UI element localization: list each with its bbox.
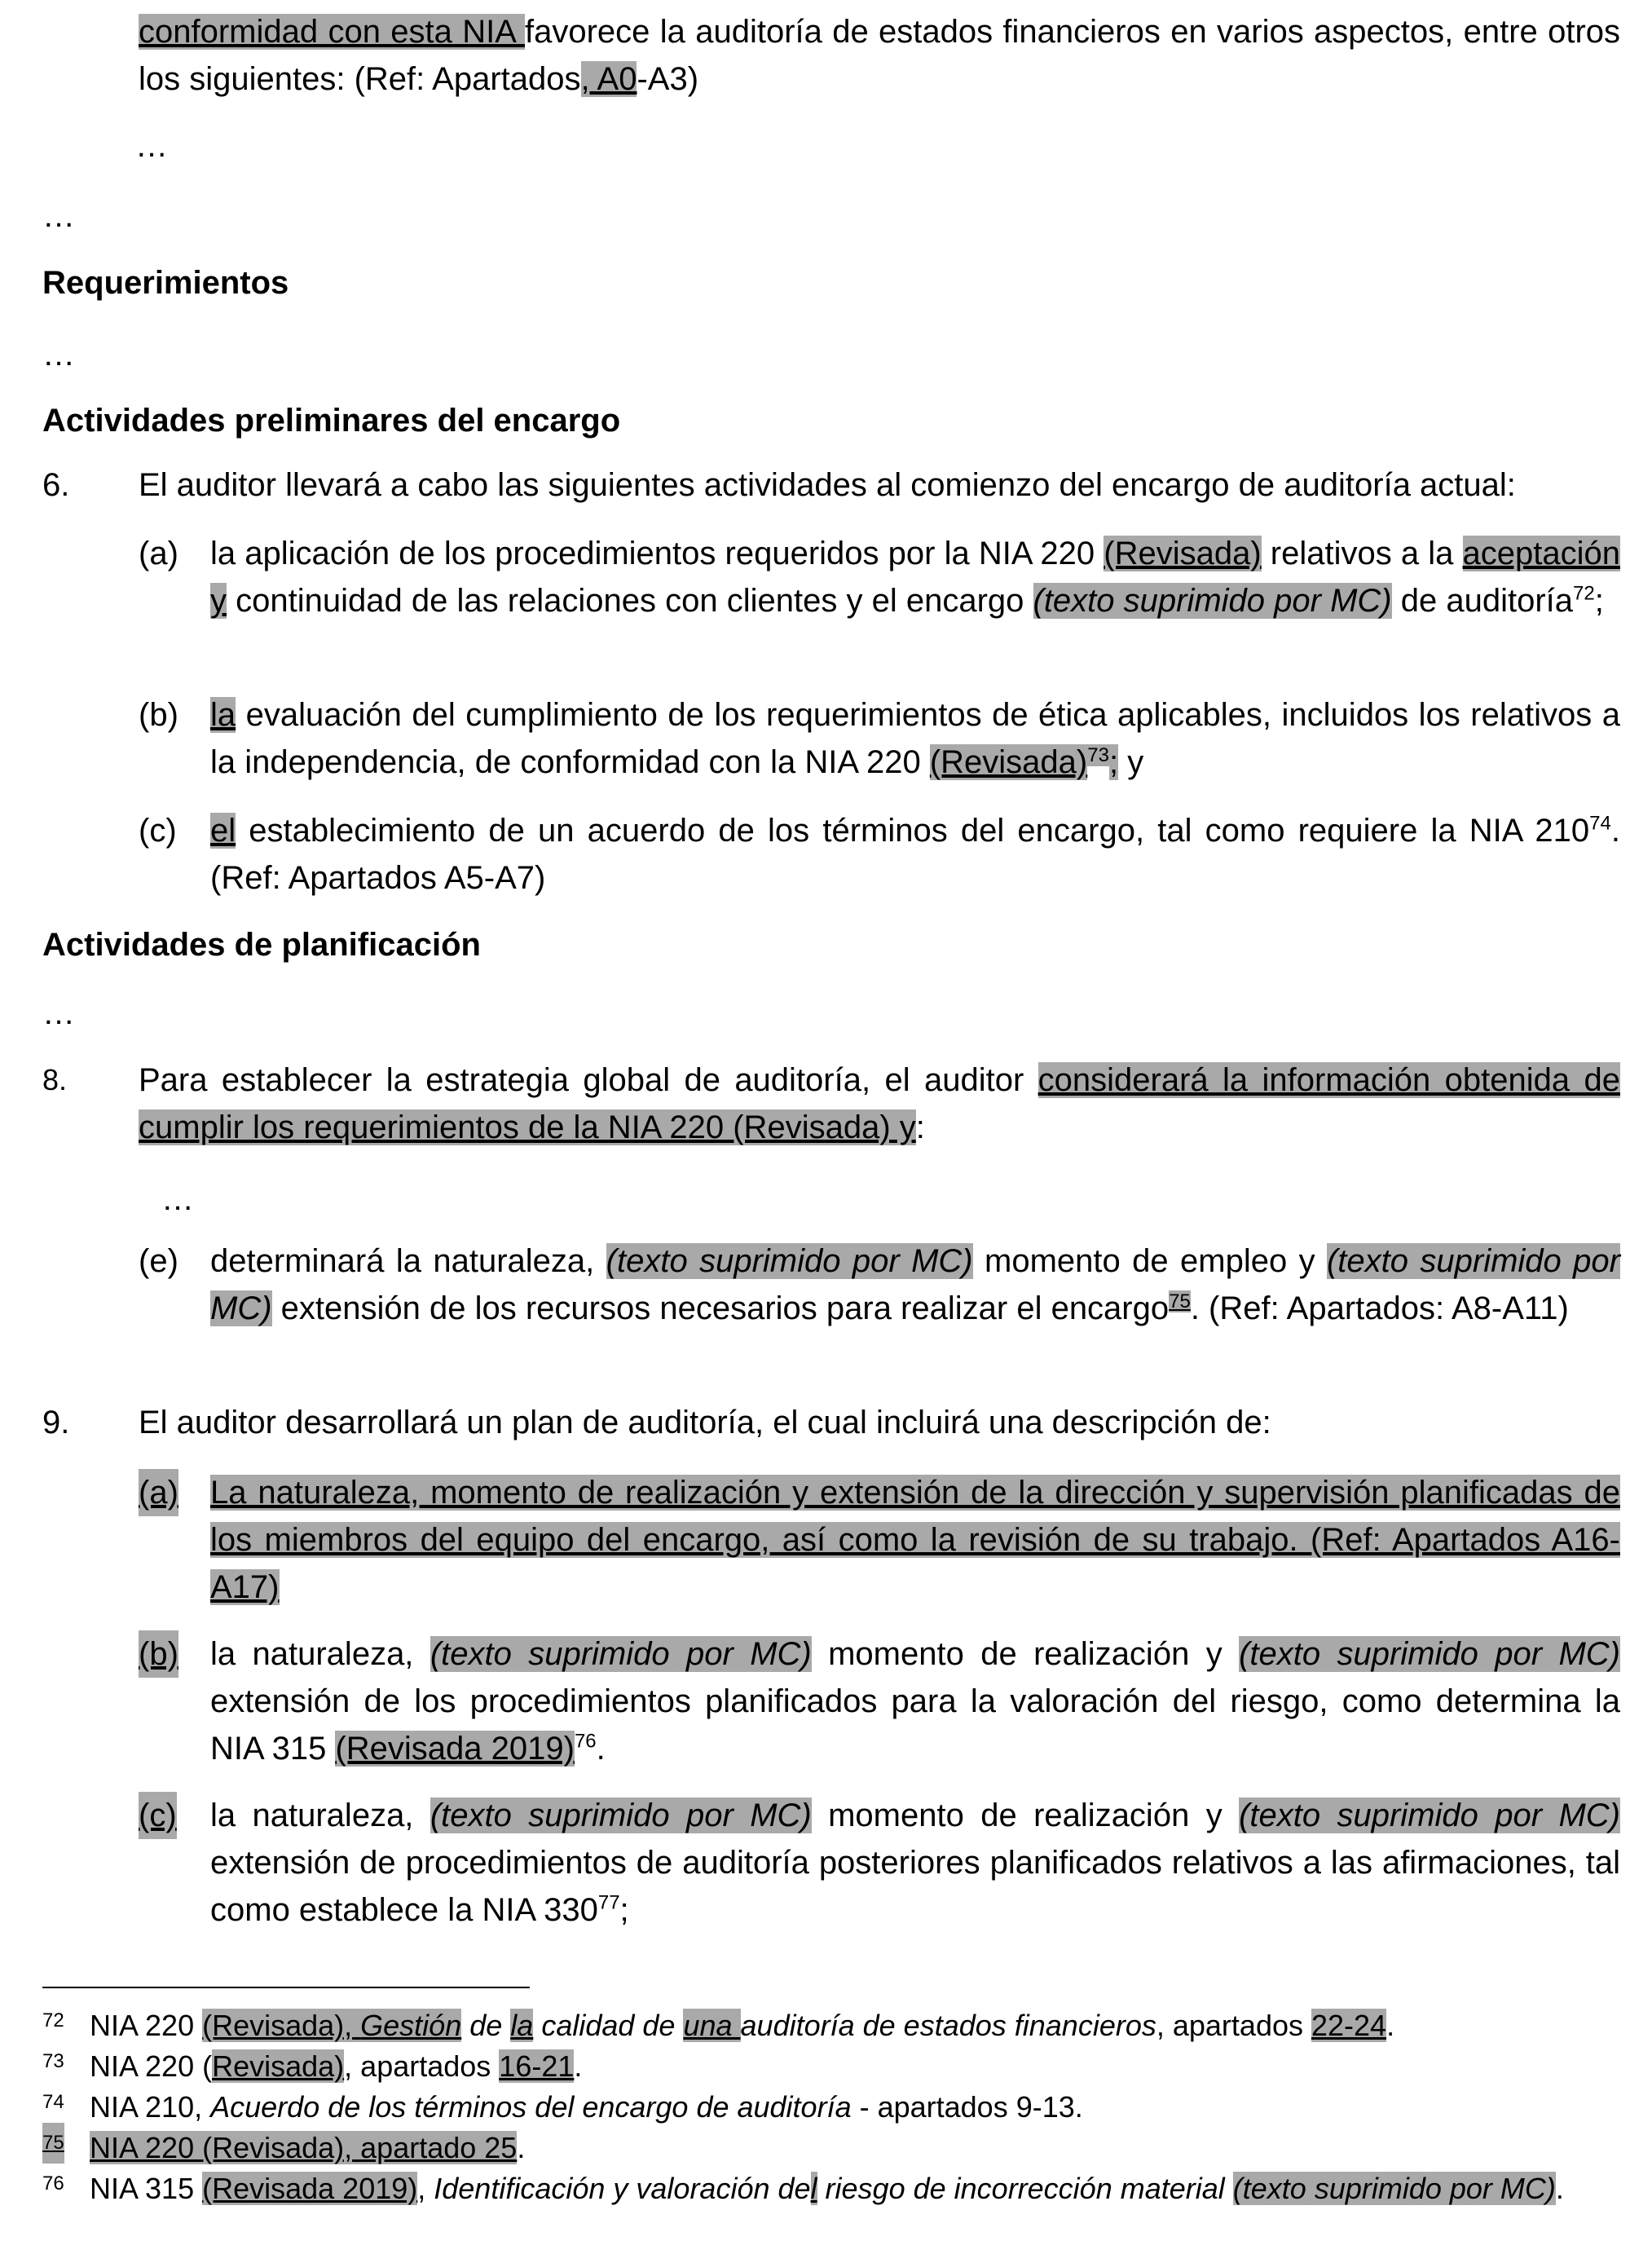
footnote-ref-73[interactable]: 73 <box>1087 743 1109 766</box>
footnote-76: 76 NIA 315 (Revisada 2019), Identificación y valoración del riesgo de incorrección material (texto suprimido por MC). <box>42 2172 1564 2205</box>
heading-actividades-preliminares: Actividades preliminares del encargo <box>42 403 621 439</box>
item-9a-text: La naturaleza, momento de realización y extensión de la dirección y supervisión planificadas de los miembros del equipo del encargo, así como la revisión de su trabajo. (Ref: Apartados A16-A17) <box>210 1475 1620 1605</box>
ellipsis: … <box>161 1181 194 1217</box>
footnote-73: 73 NIA 220 (Revisada), apartados 16-21. <box>42 2049 583 2083</box>
footnote-separator <box>42 1987 530 1988</box>
footnote-ref-74[interactable]: 74 <box>1589 812 1611 835</box>
paragraph-6-text: El auditor llevará a cabo las siguientes actividades al comienzo del encargo de auditoría actual: <box>139 467 1516 503</box>
paragraph-6-number: 6. <box>42 467 70 503</box>
item-6b-text: la evaluación del cumplimiento de los requerimientos de ética aplicables, incluidos los relativos a la independencia, de conformidad con la NIA 220 (Revisada)$^{73}$; y <box>210 697 1620 780</box>
item-6c-text: el establecimiento de un acuerdo de los términos del encargo, tal como requiere la NIA $210^{74}$. (Ref: Apartados A5-A7) <box>210 812 1620 896</box>
item-9c-label: (c) <box>139 1792 177 1839</box>
highlight: conformidad con esta NIA <box>139 14 525 50</box>
ellipsis: … <box>42 198 75 234</box>
item-8e-text: determinará la naturaleza, (texto suprimido por MC) momento de empleo y (texto suprimido por MC) extensión de los recursos necesarios para realizar el encargo$^{75}$. (Ref: Apartados: A8-A11) <box>210 1243 1620 1326</box>
item-6a-label: (a) <box>139 536 178 571</box>
item-6c-label: (c) <box>139 813 177 849</box>
paragraph-8-text: Para establecer la estrategia global de auditoría, el auditor considerará la información obtenida de cumplir los requerimientos de la NIA 220 (Revisada) y: <box>139 1062 1620 1145</box>
footnote-ref-75[interactable]: 75 <box>1169 1290 1191 1312</box>
item-9b-label: (b) <box>139 1630 178 1678</box>
item-9b-text: la naturaleza, (texto suprimido por MC) momento de realización y (texto suprimido por MC) extensión de los procedimientos planificados para la valoración del riesgo, como determina la NIA 315 (Revisada 2019)$^{76}$. <box>210 1636 1620 1767</box>
item-6b-label: (b) <box>139 697 178 733</box>
item-8e-label: (e) <box>139 1243 178 1279</box>
paragraph-8-number: 8. <box>42 1063 68 1096</box>
footnote-ref-77[interactable]: 77 <box>597 1891 620 1914</box>
footnote-72: 72 NIA 220 (Revisada), Gestión de la calidad de una auditoría de estados financieros, apartados 22-24. <box>42 2009 1395 2042</box>
footnote-ref-76[interactable]: 76 <box>574 1730 597 1753</box>
highlight: , A0 <box>580 61 637 97</box>
heading-requerimientos: Requerimientos <box>42 265 289 301</box>
item-9a-label: (a) <box>139 1469 178 1516</box>
heading-actividades-planificacion: Actividades de planificación <box>42 927 481 963</box>
footnote-75: 75 NIA 220 (Revisada), apartado 25. <box>42 2128 1619 2168</box>
ellipsis: … <box>42 337 75 373</box>
ellipsis: … <box>42 995 75 1031</box>
intro-paragraph: conformidad con esta NIA favorece la auditoría de estados financieros en varios aspectos, entre otros los siguientes: (Ref: Apartados, A0-A3) <box>139 14 1621 97</box>
footnote-74: 74 NIA 210, Acuerdo de los términos del encargo de auditoría - apartados 9-13. <box>42 2090 1083 2124</box>
footnote-ref-72[interactable]: 72 <box>1573 582 1595 605</box>
item-9c-text: la naturaleza, (texto suprimido por MC) momento de realización y (texto suprimido por MC) extensión de procedimientos de auditoría posteriores planificados relativos a las afirmaciones, tal como establece la NIA $330^{77}$; <box>210 1798 1620 1928</box>
item-6a-text: la aplicación de los procedimientos requeridos por la NIA 220 (Revisada) relativos a la aceptación y continuidad de las relaciones con clientes y el encargo (texto suprimido por MC) de auditoría$^{72}$; <box>210 536 1620 619</box>
paragraph-9-number: 9. <box>42 1405 70 1440</box>
paragraph-9-text: El auditor desarrollará un plan de auditoría, el cual incluirá una descripción de: <box>139 1405 1271 1440</box>
ellipsis: … <box>135 128 168 164</box>
